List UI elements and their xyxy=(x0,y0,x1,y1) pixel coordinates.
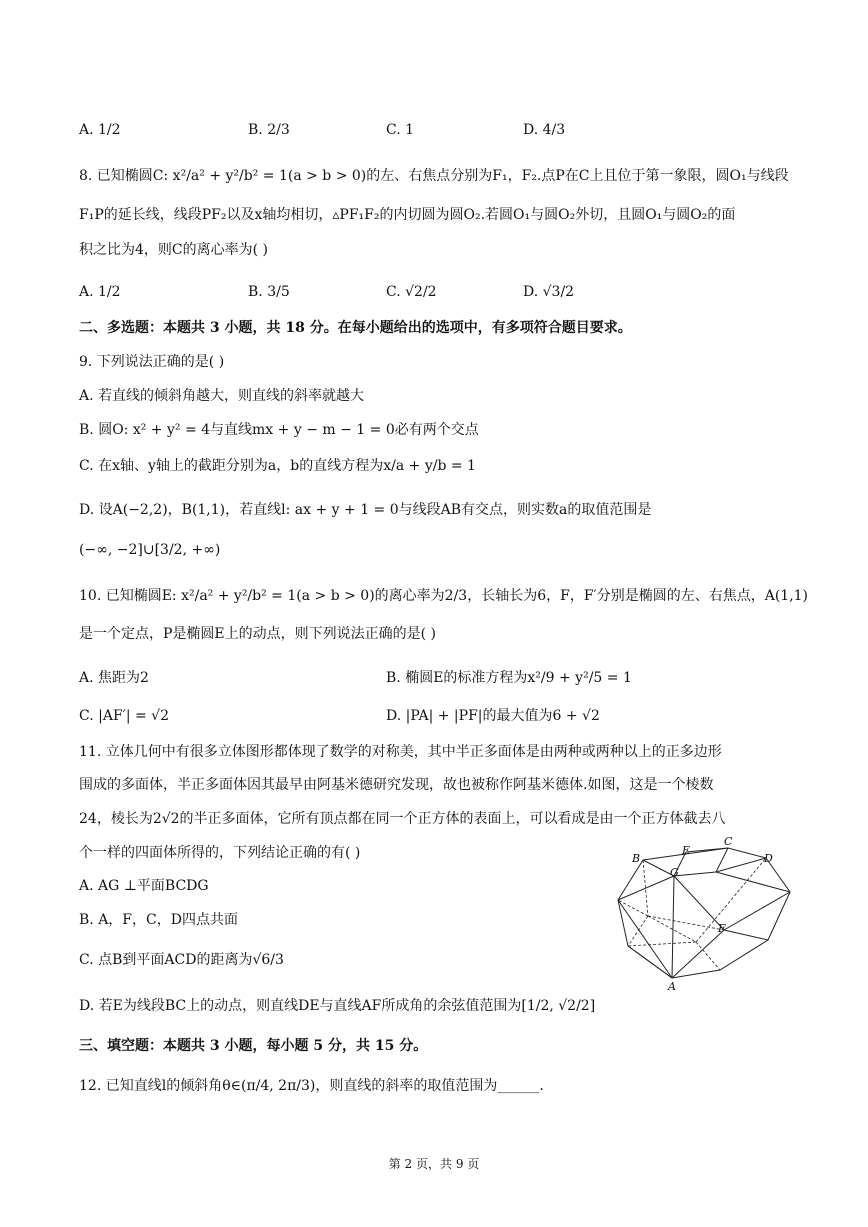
q11-line-1: 11. 立体几何中有很多立体图形都体现了数学的对称美，其中半正多面体是由两种或两种以上的正多边形 xyxy=(79,744,722,760)
q8-option-a: A. 1/2 xyxy=(79,284,121,300)
section-3-heading: 三、填空题：本题共 3 小题，每小题 5 分，共 15 分。 xyxy=(79,1038,428,1054)
q11-line-4: 个一样的四面体所得的，下列结论正确的有( ) xyxy=(79,845,361,861)
figure-label-e: E xyxy=(682,844,691,857)
q8-option-c: C. √2/2 xyxy=(386,284,437,300)
figure-label-d: D xyxy=(764,852,773,865)
q10-option-d: D. |PA| + |PF|的最大值为6 + √2 xyxy=(386,708,600,724)
q8-line-2: F₁P的延长线，线段PF₂以及x轴均相切，▵PF₁F₂的内切圆为圆O₂.若圆O₁与圆O₂外切，且圆O₁与圆O₂的面 xyxy=(79,207,736,223)
figure-label-g: G xyxy=(670,866,679,879)
q11-option-a: A. AG ⊥平面BCDG xyxy=(79,878,209,894)
q10-line-1: 10. 已知椭圆E: x²/a² + y²/b² = 1(a > b > 0)的离心率为2/3，长轴长为6，F，F′分别是椭圆的左、右焦点，A(1,1) xyxy=(79,588,809,604)
q8-line-1: 8. 已知椭圆C: x²/a² + y²/b² = 1(a > b > 0)的左、右焦点分别为F₁，F₂.点P在C上且位于第一象限，圆O₁与线段 xyxy=(79,168,789,184)
figure-label-c: C xyxy=(724,835,733,848)
q12-stem: 12. 已知直线l的倾斜角θ∈(π/4, 2π/3)，则直线的斜率的取值范围为______. xyxy=(79,1078,544,1094)
q10-line-2: 是一个定点，P是椭圆E上的动点，则下列说法正确的是( ) xyxy=(79,626,437,642)
q9-option-a: A. 若直线的倾斜角越大，则直线的斜率就越大 xyxy=(79,388,365,404)
figure-label-f: F xyxy=(718,922,726,935)
section-2-heading: 二、多选题：本题共 3 小题，共 18 分。在每小题给出的选项中，有多项符合题目要求。 xyxy=(79,320,632,336)
q8-line-3: 积之比为4，则C的离心率为( ) xyxy=(79,242,268,258)
q7-option-b: B. 2/3 xyxy=(248,122,290,138)
q11-line-2: 围成的多面体，半正多面体因其最早由阿基米德研究发现，故也被称作阿基米德体.如图，这是一个棱数 xyxy=(79,777,714,793)
q9-option-d: D. 设A(−2,2)，B(1,1)，若直线l: ax + y + 1 = 0与线段AB有交点，则实数a的取值范围是 xyxy=(79,502,652,518)
q7-option-c: C. 1 xyxy=(386,122,415,138)
q9-option-b: B. 圆O: x² + y² = 4与直线mx + y − m − 1 = 0必有两个交点 xyxy=(79,422,479,438)
q10-option-b: B. 椭圆E的标准方程为x²/9 + y²/5 = 1 xyxy=(386,670,632,686)
q7-option-a: A. 1/2 xyxy=(79,122,121,138)
q11-polyhedron-figure xyxy=(608,830,798,990)
q8-option-b: B. 3/5 xyxy=(248,284,290,300)
q10-option-c: C. |AF′| = √2 xyxy=(79,708,170,724)
q9-option-d-range: (−∞, −2]∪[3/2, +∞) xyxy=(79,542,221,558)
q11-option-d: D. 若E为线段BC上的动点，则直线DE与直线AF所成角的余弦值范围为[1/2, √2/2] xyxy=(79,998,596,1014)
q10-option-a: A. 焦距为2 xyxy=(79,670,149,686)
q8-option-d: D. √3/2 xyxy=(523,284,575,300)
q11-option-b: B. A，F，C，D四点共面 xyxy=(79,912,238,928)
q9-stem: 9. 下列说法正确的是( ) xyxy=(79,354,225,370)
q9-option-c: C. 在x轴、y轴上的截距分别为a，b的直线方程为x/a + y/b = 1 xyxy=(79,458,476,474)
q11-line-3: 24，棱长为2√2的半正多面体，它所有顶点都在同一个正方体的表面上，可以看成是由一个正方体截去八 xyxy=(79,811,726,827)
page-footer: 第 2 页，共 9 页 xyxy=(388,1157,480,1171)
q11-option-c: C. 点B到平面ACD的距离为√6/3 xyxy=(79,952,284,968)
figure-label-b: B xyxy=(632,852,641,865)
q7-option-d: D. 4/3 xyxy=(523,122,566,138)
figure-label-a: A xyxy=(668,980,676,990)
